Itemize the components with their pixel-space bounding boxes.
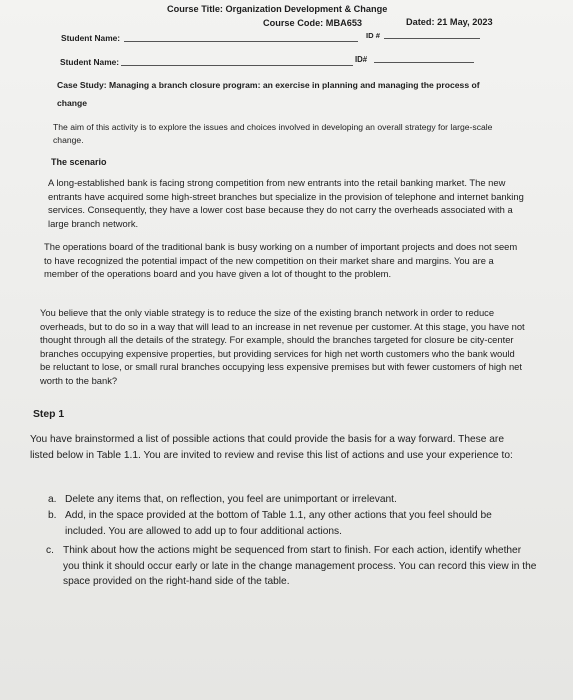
scenario-heading: The scenario <box>51 157 107 167</box>
student-name-label-2: Student Name: <box>60 57 120 67</box>
step1-heading: Step 1 <box>33 409 65 420</box>
student-name-label-1: Student Name: <box>61 33 121 43</box>
case-study-title-line-1: Case Study: Managing a branch closure program: an exercise in planning and managing the process of <box>57 80 480 90</box>
list-item-text: Think about how the actions might be sequenced from start to finish. For each action, identify whether you think it should occur early or late in the change management process. You can record this view in the space provided on the right-hand side of the table. <box>63 545 537 587</box>
student-name-line-1 <box>124 41 358 42</box>
id-label-1: ID # <box>366 31 380 40</box>
student-name-line-2 <box>121 65 353 66</box>
step1-intro: You have brainstormed a list of possible actions that could provide the basis for a way forward. These are listed below in Table 1.1. You are invited to review and revise this list of actions and use your experience to: <box>30 434 513 461</box>
case-study-title-line-2: change <box>57 98 88 108</box>
list-marker: a. <box>48 494 57 505</box>
list-item-text: Delete any items that, on reflection, you feel are unimportant or irrelevant. <box>65 494 397 505</box>
scenario-paragraph-2: The operations board of the traditional bank is busy working on a number of important projects and does not seem to have recognized the potential impact of the new competition on their market share and margins. You are a member of the operations board and you have given a lot of thought to the problem. <box>44 241 518 280</box>
list-item-text: Add, in the space provided at the bottom of Table 1.1, any other actions that you feel should be included. You are allowed to add up to four additional actions. <box>65 510 492 537</box>
list-marker: c. <box>46 545 54 556</box>
course-code: Course Code: MBA653 <box>263 18 363 28</box>
id-label-2: ID# <box>355 55 368 64</box>
dated: Dated: 21 May, 2023 <box>406 17 493 27</box>
scenario-paragraph-1: A long-established bank is facing strong competition from new entrants into the retail banking market. The new entrants have acquired some high-street branches but specialize in the provision of telephone and internet banking services. Consequently, they have a lower cost base because they do not carry the overheads associated with a large branch network. <box>48 177 524 229</box>
id-line-1 <box>384 38 480 39</box>
aim-paragraph: The aim of this activity is to explore the issues and choices involved in developing an overall strategy for large-scale change. <box>53 122 493 145</box>
id-line-2 <box>374 62 474 63</box>
scenario-paragraph-3: You believe that the only viable strategy is to reduce the size of the existing branch network in order to reduce overheads, but to do so in a way that will lead to an increase in net revenue per customer. At this stage, you have not thought through all the details of the strategy. For example, should the branches targeted for closure be city-center branches occupying expensive properties, but providing services for high net worth customers who the bank would be reluctant to lose, or small rural branches occupying less expensive premises but with fewer customers of high net worth to the bank? <box>40 307 525 386</box>
course-title: Course Title: Organization Development & Change <box>167 4 388 14</box>
list-marker: b. <box>48 510 57 521</box>
